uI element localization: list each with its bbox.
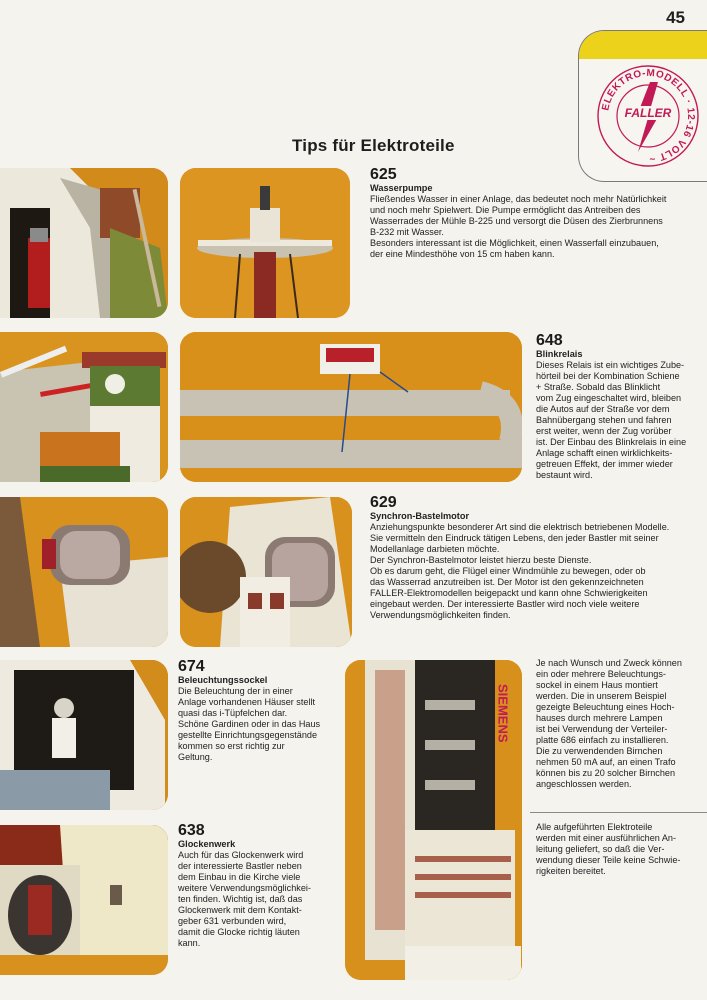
photo-blink-relay-track bbox=[180, 332, 522, 482]
side-text-2: Alle aufgeführten Elektroteile werden mit einer ausführlichen An- leitung geliefert, so daß die Ver- wendung dieser Teile keine Schwie- rigkeiten bereitet. bbox=[536, 822, 681, 876]
yellow-tab bbox=[579, 31, 707, 59]
section-674 bbox=[178, 658, 343, 763]
section-name: Beleuchtungssockel bbox=[178, 675, 268, 685]
photo-pump-mill bbox=[0, 168, 168, 318]
section-629 bbox=[370, 494, 704, 621]
section-number: 648 bbox=[536, 332, 563, 349]
section-648 bbox=[536, 332, 704, 481]
section-name: Glockenwerk bbox=[178, 839, 236, 849]
photo-bell-mechanism bbox=[0, 825, 168, 975]
photo-fountain bbox=[180, 168, 350, 318]
section-text: Auch für das Glockenwerk wird der interessierte Bastler neben dem Einbau in die Kirche viele weitere Verwendungsmöglichkei- ten finden. Wichtig ist, daß das Glockenwerk mit dem Kontakt- geber 631 verbunden wird, damit die Glocke richtig läuten kann. bbox=[178, 850, 311, 948]
section-number: 638 bbox=[178, 822, 205, 839]
photo-lighting-socket bbox=[0, 660, 168, 810]
page-number: 45 bbox=[666, 8, 685, 27]
section-text: Die Beleuchtung der in einer Anlage vorhandenen Häuser stellt quasi das i-Tüpfelchen dar. Schöne Gardinen oder in das Haus gestellte Einrichtungsgegenstände kommen so erst richtig zur Geltung. bbox=[178, 686, 321, 762]
tower-sign-text: SIEMENS bbox=[495, 684, 511, 743]
side-text-general bbox=[536, 822, 704, 877]
section-number: 674 bbox=[178, 658, 205, 675]
seal-brand: FALLER bbox=[624, 106, 672, 120]
page-title: Tips für Elektroteile bbox=[292, 136, 455, 155]
side-text-lighting bbox=[536, 658, 704, 790]
seal-ring-text: ELEKTRO-MODELL · 12-16 VOLT ~ bbox=[600, 67, 697, 165]
section-name: Synchron-Bastelmotor bbox=[370, 511, 470, 521]
section-text: Dieses Relais ist ein wichtiges Zube- hörteil bei der Kombination Schiene + Straße. Sobald das Blinklicht vom Zug eingeschaltet wird, bleiben die Autos auf der Straße vor dem Bahnübergang stehen und fahren erst weiter, wenn der Zug vorüber ist. Der Einbau des Blinkrelais in eine Anlage schafft einen wirklichkeits- getreuen Effekt, der immer wieder bestaunt wird. bbox=[536, 360, 687, 480]
photo-windmill-motor bbox=[0, 497, 168, 647]
photo-highrise-lighting bbox=[345, 660, 522, 980]
faller-seal-logo bbox=[592, 60, 704, 172]
section-625 bbox=[370, 166, 700, 260]
side-text-1: Je nach Wunsch und Zweck können ein oder mehrere Beleuchtungs- sockel in einem Haus montiert werden. Die in unserem Beispiel gezeigte Beleuchtung eines Hoch- hauses durch mehrere Lampen ist bei Verwendung der Verteiler- platte 686 einfach zu installieren. Die zu verwendenden Birnchen nehmen 50 mA auf, an einen Trafo können bis zu 20 solcher Birnchen angeschlossen werden. bbox=[536, 658, 682, 789]
section-638 bbox=[178, 822, 343, 949]
section-number: 629 bbox=[370, 494, 397, 511]
section-number: 625 bbox=[370, 166, 397, 183]
photo-level-crossing bbox=[0, 332, 168, 482]
section-text: Fließendes Wasser in einer Anlage, das bedeutet noch mehr Natürlichkeit und noch mehr Spielwert. Die Pumpe ermöglicht das Antreiben des Wasserrades der Mühle B-225 und versorgt die Düsen des Zierbrunnens B-232 mit Wasser. Besonders interessant ist die Möglichkeit, einen Wasserfall einzubauen, der eine Mindesthöhe von 15 cm haben kann. bbox=[370, 194, 667, 259]
section-name: Blinkrelais bbox=[536, 349, 583, 359]
section-text: Anziehungspunkte besonderer Art sind die elektrisch betriebenen Modelle. Sie vermitteln den Eindruck tätigen Lebens, den jeder Bastler mit seiner Modellanlage darbieten möchte. Der Synchron-Bastelmotor leistet hierzu beste Dienste. Ob es darum geht, die Flügel einer Windmühle zu bewegen, oder ob das Wasserrad anzutreiben ist. Der Motor ist den gekennzeichneten FALLER-Elektromodellen beigepackt und kann ohne Schwierigkeiten eingebaut werden. Der interessierte Bastler wird noch viele weitere Verwendungsmöglichkeiten finden. bbox=[370, 522, 670, 620]
divider bbox=[530, 812, 707, 813]
section-name: Wasserpumpe bbox=[370, 183, 433, 193]
photo-mill-motor bbox=[180, 497, 352, 647]
